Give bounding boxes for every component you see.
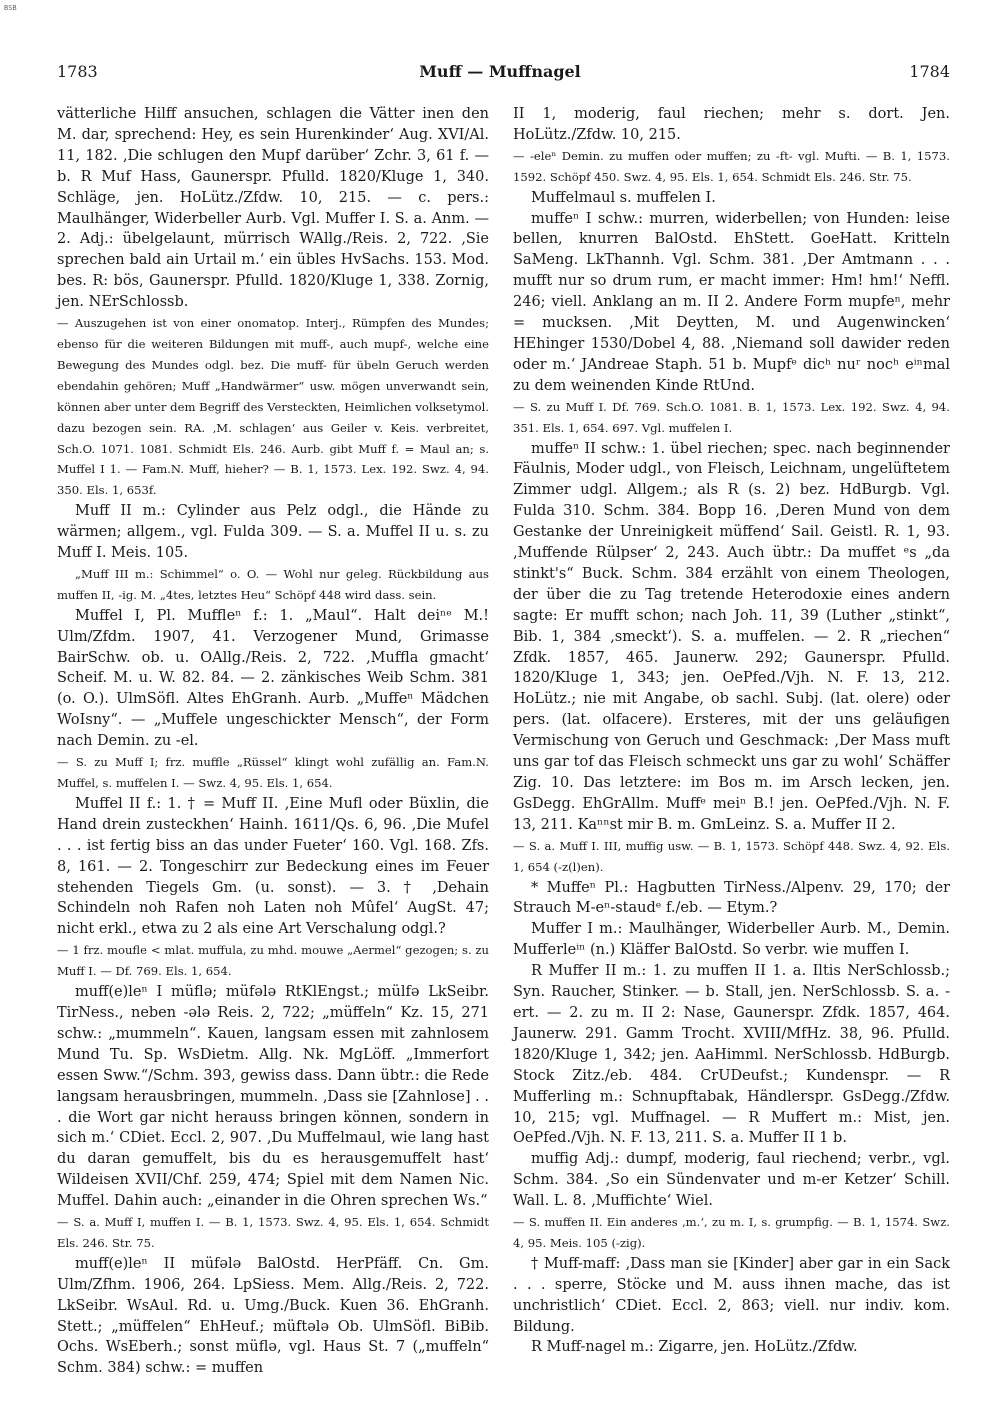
entry-muffel-i: Muffel I, Pl. Muffleⁿ f.: 1. „Maul“. Halt deiⁿᵉ M.! Ulm/Zfdm. 1907, 41. Verzogener Mund, Grimasse BairSchw. ob. u. OAllg./Reis. 2, 722. ‚Muffla gmacht‘ Scheif. M. u. W. 82. 84. — 2. zänkisches Weib Schm. 381 (o. O.). UlmSöfl. Altes EhGranh. Aurb. „Muffeⁿ Mädchen WoIsny“. — „Muffele ungeschickter Mensch“, der Form nach Demin. zu -el. bbox=[57, 607, 489, 750]
etymology-note: — S. zu Muff I. Df. 769. Sch.O. 1081. B. 1, 1573. Lex. 192. Swz. 4, 94. 351. Els. 1, 654. 697. Vgl. muffelen I. bbox=[513, 399, 950, 435]
entry-muff-ii: Muff II m.: Cylinder aus Pelz odgl., die Hände zu wärmen; allgem., vgl. Fulda 309. — S. a. Muffel II u. s. zu Muff I. Meis. 105. bbox=[57, 503, 489, 562]
running-title: Muff — Muffnagel bbox=[419, 62, 581, 81]
etymology-note: — S. a. Muff I, muffen I. — B. 1, 1573. Swz. 4, 95. Els. 1, 654. Schmidt Els. 246. Str. 75. bbox=[57, 1215, 489, 1250]
etymology-note: — S. muffen II. Ein anderes ‚m.‘, zu m. I, s. grumpfig. — B. 1, 1574. Swz. 4, 95. Meis. 105 (-zig). bbox=[513, 1215, 950, 1250]
etymology-note: — -eleⁿ Demin. zu muffen oder muffen; zu -ft- vgl. Mufti. — B. 1, 1573. 1592. Schöpf 450. Swz. 4, 95. Els. 1, 654. Schmidt Els. 246. Str. 75. bbox=[513, 148, 950, 184]
entry-muffelen-ii: muff(e)leⁿ II müfələ BalOstd. HerPfäff. Cn. Gm. Ulm/Zfhm. 1906, 264. LpSiess. Mem. Allg./Reis. 2, 722. LkSeibr. WsAul. Rd. u. Umg./Buck. Kuen 36. EhGranh. Stett.; „müffelen“ EhHeuf.; müftələ Ob. UlmSöfl. BiBib. Ochs. WsEberh.; sonst müflə, vgl. Haus St. 7 („muffeln“ Schm. 384) schw.: = muffen bbox=[57, 1255, 489, 1377]
entry-muff-maff: † Muff-maff: ‚Dass man sie [Kinder] aber gar in ein Sack . . . sperre, Stöcke und M. auss ihnen mache, das ist unchristlich‘ CDiet. Eccl. 2, 863; viell. nur indiv. kom. Bildung. bbox=[513, 1255, 950, 1335]
etymology-note: — S. zu Muff I; frz. muffle „Rüssel“ klingt wohl zufällig an. Fam.N. Muffel, s. muffelen I. — Swz. 4, 95. Els. 1, 654. bbox=[57, 755, 489, 790]
page-header bbox=[0, 62, 1000, 84]
entry-muffelen-i: muff(e)leⁿ I müflə; müfələ RtKlEngst.; mülfə LkSeibr. TirNess., neben -ələ Reis. 2, 722; „müffeln“ Kz. 15, 271 schw.: „mummeln“. Kauen, langsam essen mit zahnlosem Mund Tu. Sp. WsDietm. Allg. Nk. MgLöff. „Immerfort essen Sww.“/Schm. 393, gewiss dass. Dann übtr.: die Rede langsam herausbringen, mummeln. ‚Dass sie [Zahnlose] . . . die Wort gar nicht herauss bringen können, sondern in sich m.‘ CDiet. Eccl. 2, 907. ‚Du Muffelmaul, wie lang hast du daran gemuffelt, bis du es herausgemuffelt hast‘ Wildeisen XVII/Chf. 259, 474; Spiel mit dem Namen Nic. Muffel. Dahin auch: „einander in die Ohren sprechen Ws.“ bbox=[57, 984, 489, 1210]
entry-muff-iii: „Muff III m.: Schimmel“ o. O. — Wohl nur geleg. Rückbildung aus muffen II, -ig. M. „4tes, letztes Heu“ Schöpf 448 wird dass. sein. bbox=[57, 566, 489, 602]
right-column bbox=[513, 104, 950, 1358]
entry-muffelen-ii-continued: II 1, moderig, faul riechen; mehr s. dort. Jen. HoLütz./Zfdw. 10, 215. bbox=[513, 106, 950, 143]
etymology-note: — Auszugehen ist von einer onomatop. Interj., Rümpfen des Mundes; ebenso für die weiteren Bildungen mit muff-, auch mupf-, welche eine Bewegung des Mundes odgl. bez. Die muff- für übeln Geruch werden ebendahin gehören; Muff „Handwärmer“ usw. mögen unverwandt sein, können aber unter dem Begriff des Versteckten, Heimlichen volksetymol. dazu bezogen sein. RA. ‚M. schlagen‘ aus Geiler v. Keis. verbreitet, Sch.O. 1071. 1081. Schmidt Els. 246. Aurb. gibt Muff f. = Maul an; s. Muffel I 1. — Fam.N. Muff, hieher? — B. 1, 1573. Lex. 192. Swz. 4, 94. 350. Els. 1, 653f. bbox=[57, 316, 489, 498]
entry-muffer-ii: R Muffer II m.: 1. zu muffen II 1. a. Iltis NerSchlossb.; Syn. Raucher, Stinker. — b. Stall, jen. NerSchlossb. S. a. -ert. — 2. zu m. II 2: Nase, Gaunerspr. Zfdk. 1857, 464. Jaunerw. 291. Gamm Trocht. XVIII/MfHz. 38, 96. Pfulld. 1820/Kluge 1, 342; jen. AaHimml. NerSchlossb. HdBurgb. Stock Zitz./eb. 484. CrUDeufst.; Kundenspr. — R Mufferling m.: Schnupftabak, Händlerspr. GsDegg./Zfdw. 10, 215; vgl. Muffnagel. — R Muffert m.: Mist, jen. OePfed./Vjh. N. F. 13, 211. S. a. Muffer II 1 b. bbox=[513, 963, 950, 1147]
entry-muffelmaul: Muffelmaul s. muffelen I. bbox=[531, 189, 716, 206]
entry-muffel-ii: Muffel II f.: 1. † = Muff II. ‚Eine Mufl oder Büxlin, die Hand drein zusteckhen‘ Hainh. 1611/Qs. 6, 96. ‚Die Mufel . . . ist fertig biss an das under Fueter‘ 160. Vgl. 168. Zfs. 8, 161. — 2. Tongeschirr zur Bedeckung eines im Feuer stehenden Tiegels Gm. (u. sonst). — 3. † ‚Dehain Schindeln noh Rafen noh Laten noh Mûfel‘ AugSt. 47; nicht erkl., etwa zu 2 als eine Art Verschalung odgl.? bbox=[57, 795, 489, 938]
entry-muff-continued: vätterliche Hilff ansuchen, schlagen die Vätter inen den M. dar, sprechend: Hey, es sein Hurenkinder‘ Aug. XVI/Al. 11, 182. ‚Die schlugen den Mupf darüber‘ Zchr. 3, 61 f. — b. R Muf Hass, Gaunerspr. Pfulld. 1820/Kluge 1, 340. Schläge, jen. HoLütz./Zfdw. 10, 215. — c. pers.: Maulhänger, Widerbeller Aurb. Vgl. Muffer I. S. a. Anm. — 2. Adj.: übelgelaunt, mürrisch WAllg./Reis. 2, 722. ‚Sie sprechen bald ain Urtail m.‘ ein übles HvSachs. 153. Mod. bes. R: bös, Gaunerspr. Pfulld. 1820/Kluge 1, 338. Zornig, jen. NErSchlossb. bbox=[57, 106, 489, 311]
page-number-right: 1784 bbox=[909, 62, 950, 81]
entry-muff-nagel: R Muff-nagel m.: Zigarre, jen. HoLütz./Zfdw. bbox=[531, 1339, 858, 1356]
entry-muffen-i: muffeⁿ I schw.: murren, widerbellen; von Hunden: leise bellen, knurren BalOstd. EhStett. GoeHatt. Kritteln SaMeng. LkThannh. Vgl. Schm. 381. ‚Der Amtmann . . . mufft nur so drum rum, er macht immer: Hm! hm!‘ Neffl. 246; viell. Anklang an m. II 2. Andere Form mupfeⁿ, mehr = mucksen. ‚Mit Deytten, M. und Augenwincken‘ HEhinger 1530/Dobel 4, 88. ‚Niemand soll dawider reden oder m.‘ JAndreae Staph. 51 b. Mupfᵉ dicʰ nuʳ nocʰ eⁱⁿmal zu dem weinenden Kinde RtUnd. bbox=[513, 210, 950, 394]
library-stamp: BSB bbox=[4, 4, 17, 12]
entry-muffen-ii: muffeⁿ II schw.: 1. übel riechen; spec. nach beginnender Fäulnis, Moder udgl., von Fleisch, Leichnam, ungelüftetem Zimmer udgl. Allgem.; als R (s. 2) bez. HdBurgb. Vgl. Fulda 310. Schm. 384. Bopp 16. ‚Deren Mund von dem Gestanke der Unreinigkeit müffend‘ Sail. Geistl. R. 1, 93. ‚Muffende Rülpser‘ 2, 243. Auch übtr.: Da muffet ᵉs „da stinkt's“ Buck. Schm. 384 erzählt von einem Theologen, der über die zu Tag tretende Heterodoxie eines andern sagte: Er mufft schon; nach Joh. 11, 39 (Luther „stinkt“, Bib. 1, 384 ‚smeckt‘). S. a. muffelen. — 2. R „riechen“ Zfdk. 1857, 465. Jaunerw. 292; Gaunerspr. Pfulld. 1820/Kluge 1, 343; jen. OePfed./Vjh. N. F. 13, 212. HoLütz.; nie mit Angabe, ob sachl. Subj. (lat. olere) oder pers. (lat. olfacere). Ersteres, mit der uns geläufigen Vermischung von Geruch und Geschmack: ‚Der Mass muft uns gar tof das Fleisch schmeckt uns gar zu wohl‘ Schäffer Zig. 10. Das letztere: im Bos m. im Arsch lecken, jen. GsDegg. EhGrAllm. Muffᵉ meiⁿ B.! jen. OePfed./Vjh. N. F. 13, 211. Kaⁿⁿst mir B. m. GmLeinz. S. a. Muffer II 2. bbox=[513, 440, 950, 833]
entry-muffer-i: Muffer I m.: Maulhänger, Widerbeller Aurb. M., Demin. Mufferleⁱⁿ (n.) Kläffer BalOstd. So verbr. wie muffen I. bbox=[513, 921, 950, 959]
etymology-note: — S. a. Muff I. III, muffig usw. — B. 1, 1573. Schöpf 448. Swz. 4, 92. Els. 1, 654 (-z(l)en). bbox=[513, 838, 950, 874]
page-number-left: 1783 bbox=[57, 62, 98, 81]
entry-muffig: muffig Adj.: dumpf, moderig, faul riechend; verbr., vgl. Schm. 384. ‚So ein Sündenvater und m-er Ketzer‘ Schill. Wall. L. 8. ‚Muffichte‘ Wiel. bbox=[513, 1151, 950, 1210]
entry-muffen-pl: * Muffeⁿ Pl.: Hagbutten TirNess./Alpenv. 29, 170; der Strauch M-eⁿ-staudᵉ f./eb. — Etym.? bbox=[513, 879, 950, 917]
etymology-note: — 1 frz. moufle < mlat. muffula, zu mhd. mouwe „Aermel“ gezogen; s. zu Muff I. — Df. 769. Els. 1, 654. bbox=[57, 943, 489, 979]
left-column bbox=[57, 104, 489, 1379]
